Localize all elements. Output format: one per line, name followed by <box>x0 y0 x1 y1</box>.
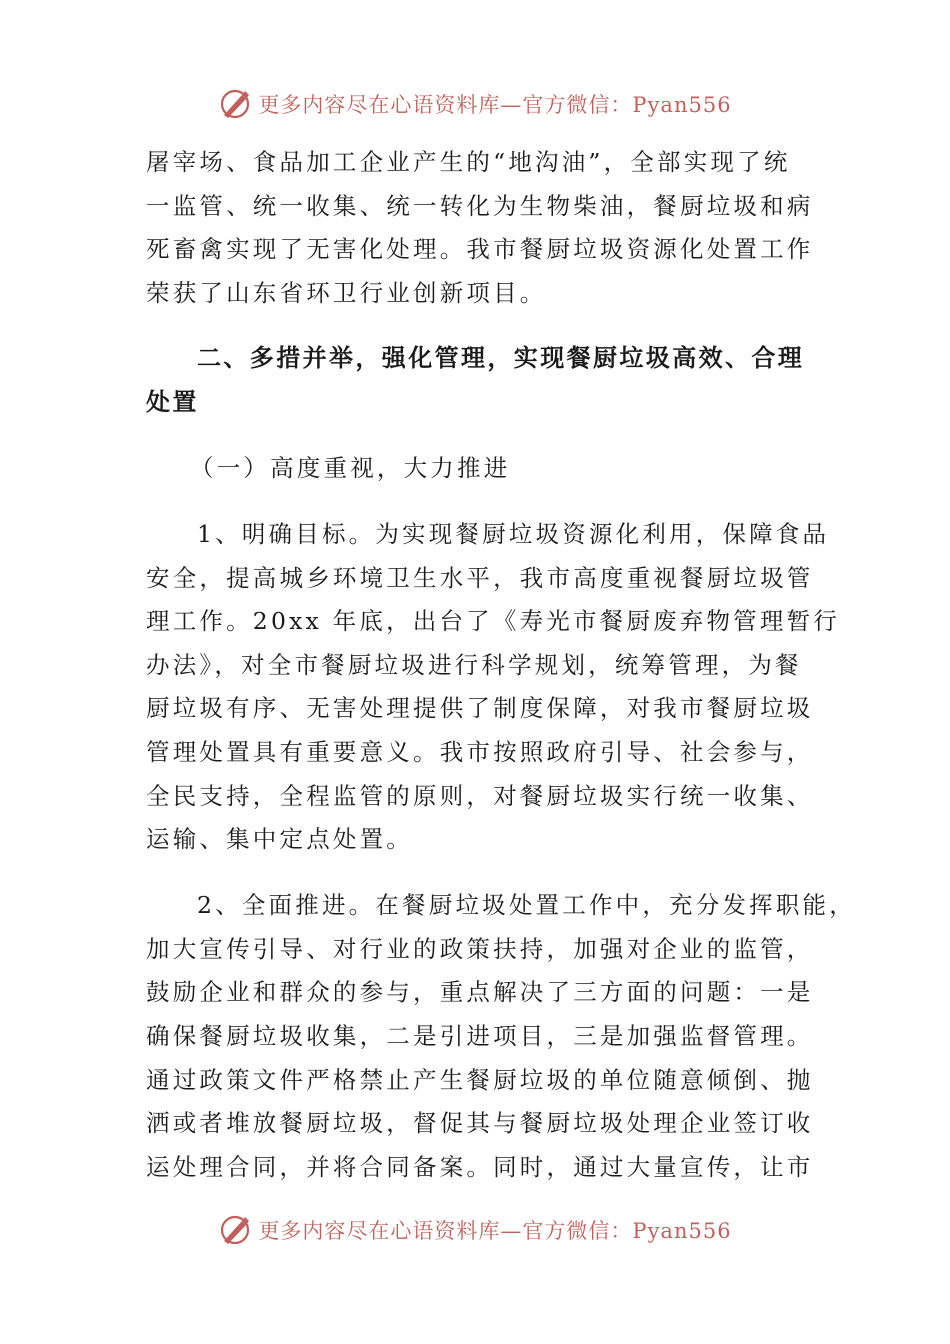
body-line: 荣获了山东省环卫行业创新项目。 <box>146 279 547 307</box>
subheading: （一）高度重视，大力推进 <box>190 454 511 482</box>
paragraph-line: 加大宣传引导、对行业的政策扶持，加强对企业的监管， <box>146 935 814 963</box>
paragraph-line: 2、全面推进。在餐厨垃圾处置工作中，充分发挥职能， <box>197 891 856 919</box>
paragraph-line: 运处理合同，并将合同备案。同时，通过大量宣传，让市 <box>146 1153 814 1181</box>
paragraph-line: 洒或者堆放餐厨垃圾，督促其与餐厨垃圾处理企业签订收 <box>146 1109 814 1137</box>
paragraph-line: 办法》，对全市餐厨垃圾进行科学规划，统筹管理，为餐 <box>146 651 802 679</box>
paragraph-line: 运输、集中定点处置。 <box>146 825 413 853</box>
paragraph-line: 鼓励企业和群众的参与，重点解决了三方面的问题：一是 <box>146 978 814 1006</box>
section-heading: 处置 <box>146 387 199 416</box>
paragraph-line: 1、明确目标。为实现餐厨垃圾资源化利用，保障食品 <box>197 520 830 548</box>
paragraph-line: 厨垃圾有序、无害处理提供了制度保障，对我市餐厨垃圾 <box>146 694 814 722</box>
watermark-text: 更多内容尽在心语资料库—官方微信：Pyan556 <box>258 1219 732 1243</box>
paragraph-line: 通过政策文件严格禁止产生餐厨垃圾的单位随意倾倒、抛 <box>146 1066 814 1094</box>
footer-watermark <box>0 1210 950 1250</box>
body-line: 屠宰场、食品加工企业产生的“地沟油”，全部实现了统 <box>146 148 791 176</box>
section-heading: 二、多措并举，强化管理，实现餐厨垃圾高效、合理 <box>197 343 805 372</box>
paragraph-line: 全民支持，全程监管的原则，对餐厨垃圾实行统一收集、 <box>146 782 814 810</box>
watermark-text: 更多内容尽在心语资料库—官方微信：Pyan556 <box>258 93 732 117</box>
paragraph-line: 安全，提高城乡环境卫生水平，我市高度重视餐厨垃圾管 <box>146 564 814 592</box>
paragraph-line: 管理处置具有重要意义。我市按照政府引导、社会参与， <box>146 738 814 766</box>
body-line: 死畜禽实现了无害化处理。我市餐厨垃圾资源化处置工作 <box>146 235 814 263</box>
body-line: 一监管、统一收集、统一转化为生物柴油，餐厨垃圾和病 <box>146 192 814 220</box>
paragraph-line: 理工作。20xx 年底，出台了《寿光市餐厨废弃物管理暂行 <box>146 607 840 635</box>
paragraph-line: 确保餐厨垃圾收集，二是引进项目，三是加强监督管理。 <box>146 1022 814 1050</box>
pen-circle-logo-icon <box>218 1213 252 1247</box>
